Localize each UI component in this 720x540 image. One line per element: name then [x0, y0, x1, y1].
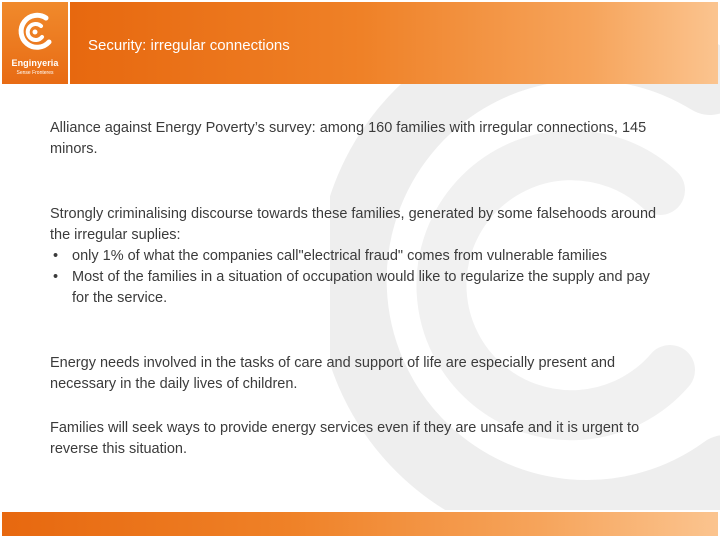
- slide-content: [50, 118, 665, 460]
- bullet-icon: •: [53, 248, 59, 264]
- bullet-list: [50, 246, 665, 309]
- spiral-logo-icon: [15, 10, 55, 54]
- paragraph-families: Families will seek ways to provide energy services even if they are unsafe and it is urgent to reverse this situation.: [50, 420, 640, 457]
- logo-subtitle: Sense Fronteres: [16, 70, 54, 76]
- bullet-icon: •: [53, 269, 59, 285]
- title-bar: [70, 2, 718, 84]
- paragraph-survey: Alliance against Energy Poverty’s survey: among 160 families with irregular connections, 145 minors.: [50, 120, 647, 157]
- footer-bar: [2, 512, 718, 536]
- bullet-text: only 1% of what the companies call"electrical fraud" comes from vulnerable families: [72, 248, 607, 264]
- paragraph-discourse: Strongly criminalising discourse towards these families, generated by some falsehoods around the irregular suplies:: [50, 206, 657, 243]
- list-item: [50, 246, 665, 267]
- paragraph-energy-needs: Energy needs involved in the tasks of care and support of life are especially present and necessary in the daily lives of children.: [50, 355, 616, 392]
- logo: [2, 2, 68, 84]
- logo-name: Enginyeria: [11, 58, 59, 68]
- page-title: Security: irregular connections: [88, 37, 290, 54]
- list-item: [50, 267, 665, 309]
- bullet-text: Most of the families in a situation of occupation would like to regularize the supply and pay for the service.: [72, 269, 650, 306]
